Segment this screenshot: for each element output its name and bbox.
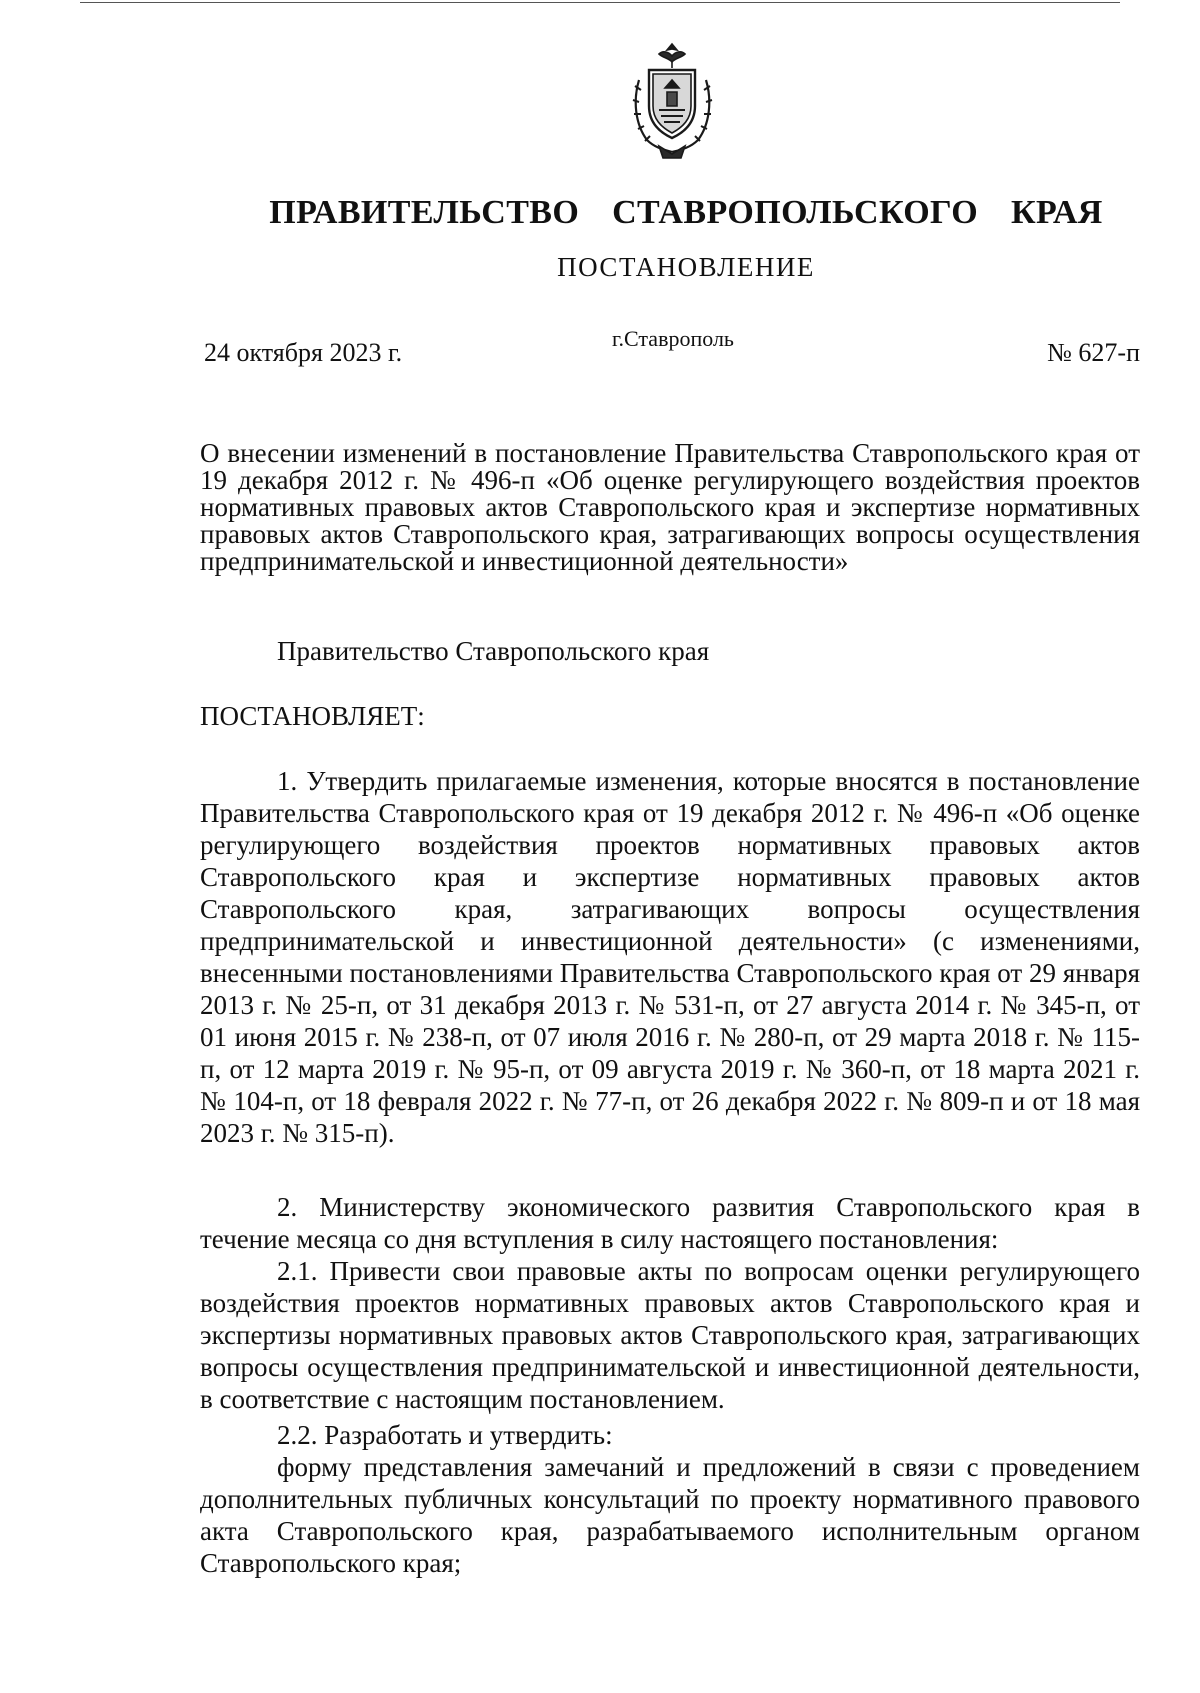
paragraph-1-text: 1. Утвердить прилагаемые изменения, которые вносятся в постановление Правительства Ставропольского края от 19 декабря 2012 г. № 496-п «Об оценке регулирующего воздействия проектов нормативных правовых актов Ставропольского края и экспертизе нормативных правовых актов Ставропольского края, затрагивающих вопросы осуществления предпринимательской и инвестиционной деятельности» (с изменениями, внесенными постановлениями Правительства Ставропольского края от 29 января 2013 г. № 25-п, от 31 декабря 2013 г. № 531-п, от 27 августа 2014 г. № 345-п, от 01 июня 2015 г. № 238-п, от 07 июля 2016 г. № 280-п, от 29 марта 2018 г. № 115-п, от 12 марта 2019 г. № 95-п, от 09 августа 2019 г. № 360-п, от 18 марта 2021 г. № 104-п, от 18 февраля 2022 г. № 77-п, от 26 декабря 2022 г. № 809-п и от 18 мая 2023 г. № 315-п). (200, 766, 1140, 1148)
decree-heading (200, 700, 1140, 732)
paragraph-2 (200, 1191, 1140, 1255)
document-subject (200, 440, 1140, 575)
paragraph-2-2-text: 2.2. Разработать и утвердить: (277, 1420, 613, 1450)
stavropol-krai-coat-of-arms-icon (629, 40, 716, 161)
paragraph-1 (200, 765, 1140, 1149)
document-city: г.Ставрополь (612, 326, 734, 351)
paragraph-2-2-item-text: форму представления замечаний и предложений в связи с проведением дополнительных публичных консультаций по проекту нормативного правового акта Ставропольского края, разрабатываемого исполнительным органом Ставропольского края; (200, 1452, 1140, 1578)
preamble-text: Правительство Ставропольского края (277, 636, 710, 666)
organization-title: ПРАВИТЕЛЬСТВО СТАВРОПОЛЬСКОГО КРАЯ (269, 194, 1103, 231)
document-number: № 627-п (1047, 338, 1140, 367)
document-date: 24 октября 2023 г. (204, 338, 403, 367)
decree-word: ПОСТАНОВЛЯЕТ: (200, 701, 425, 731)
preamble (200, 635, 1140, 667)
subject-text: О внесении изменений в постановление Правительства Ставропольского края от 19 декабря 2012 г. № 496-п «Об оценке регулирующего воздействия проектов нормативных правовых актов Ставропольского края и экспертизе нормативных правовых актов Ставропольского края, затрагивающих вопросы осуществления предпринимательской и инвестиционной деятельности» (200, 438, 1140, 576)
paragraph-2-2 (200, 1419, 1140, 1451)
paragraph-2-1-text: 2.1. Привести свои правовые акты по вопросам оценки регулирующего воздействия проектов нормативных правовых актов Ставропольского края и экспертизы нормативных правовых актов Ставропольского края, затрагивающих вопросы осуществления предпринимательской и инвестиционной деятельности, в соответствие с настоящим постановлением. (200, 1256, 1140, 1414)
paragraph-2-1 (200, 1255, 1140, 1415)
top-border-line (80, 2, 1120, 3)
paragraph-2-text: 2. Министерству экономического развития Ставропольского края в течение месяца со дня вступления в силу настоящего постановления: (200, 1192, 1140, 1254)
document-type: ПОСТАНОВЛЕНИЕ (557, 252, 815, 282)
paragraph-2-2-item (200, 1451, 1140, 1579)
